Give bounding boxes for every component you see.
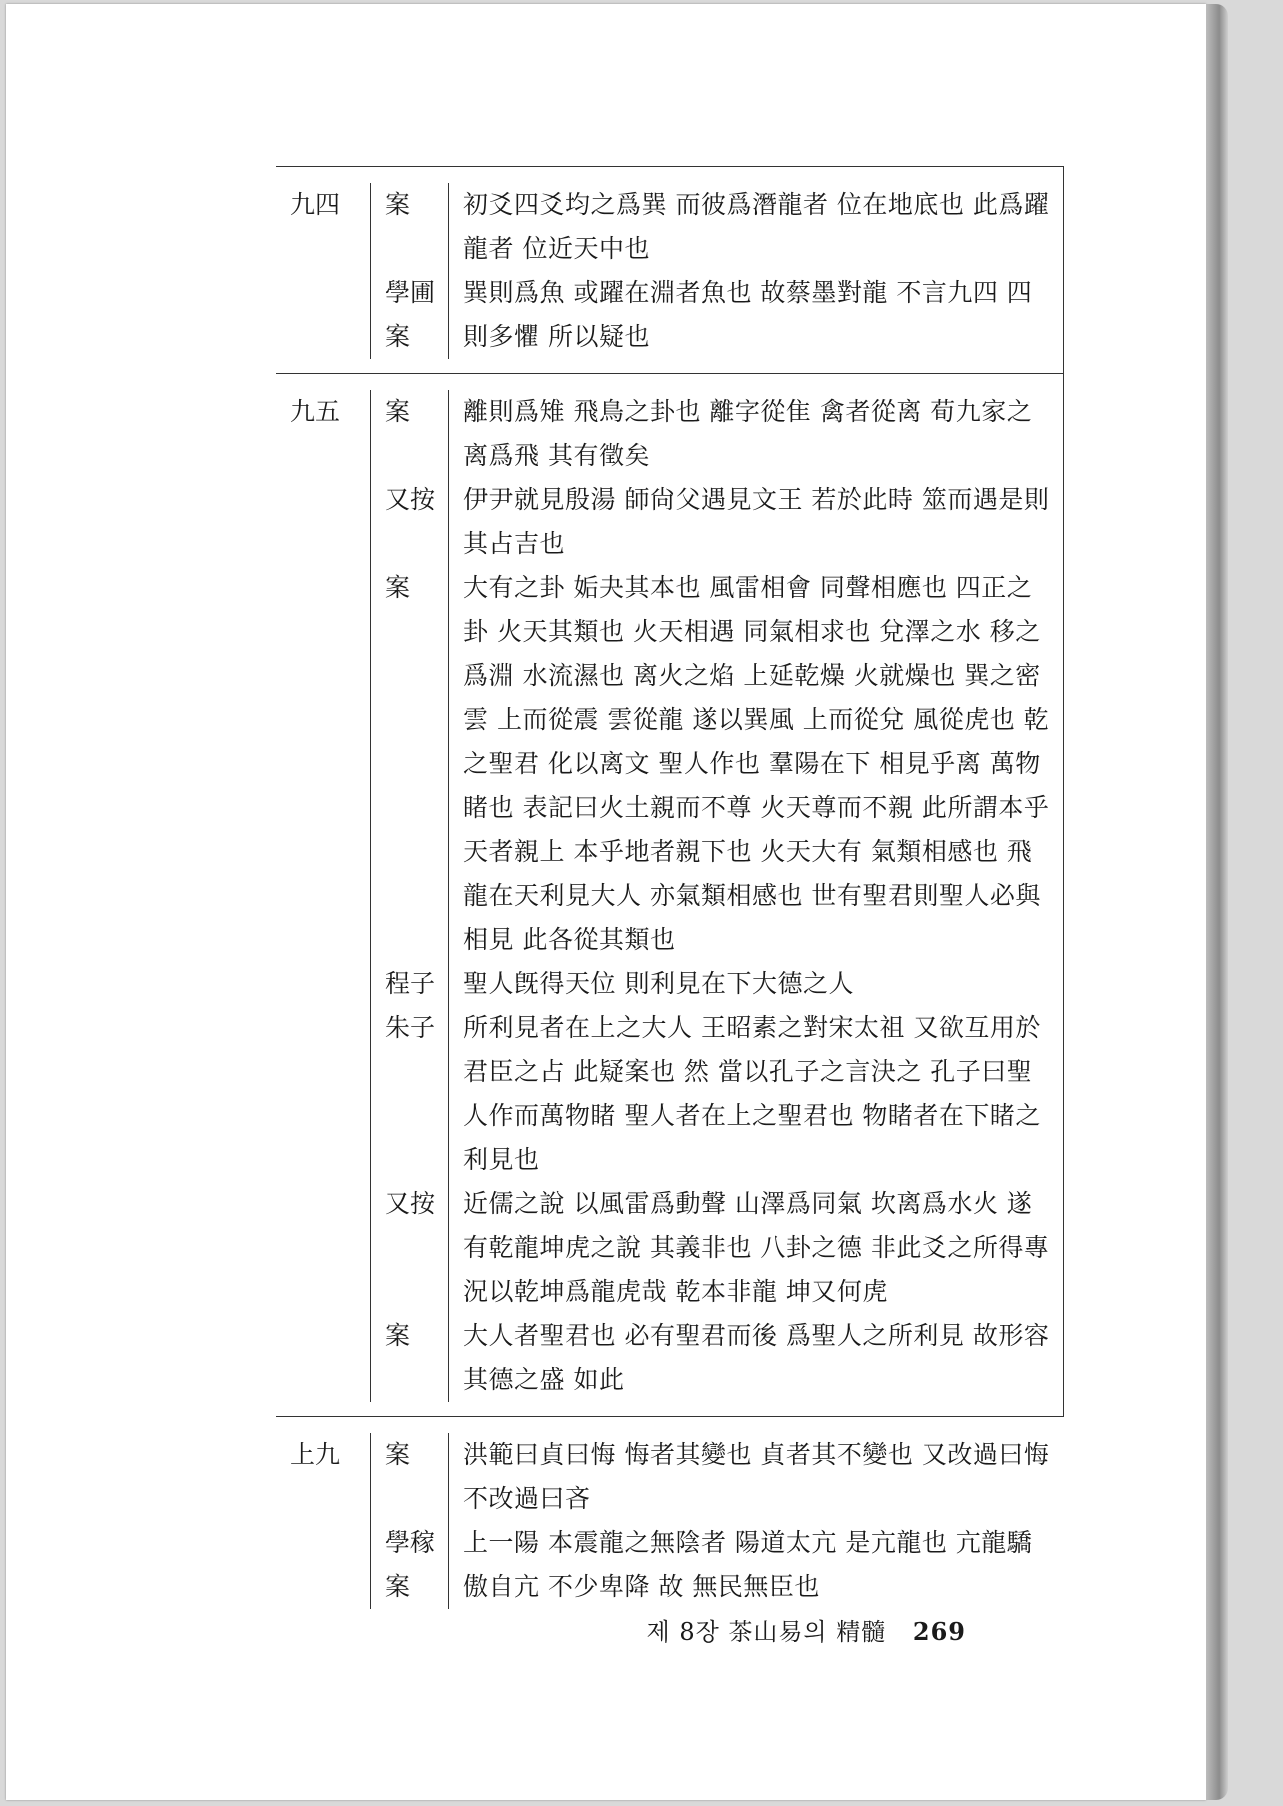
entry-label: 案	[370, 183, 448, 271]
entry	[370, 390, 1055, 478]
page-curl-edge	[1206, 4, 1228, 1800]
entry-text: 離則爲雉 飛鳥之卦也 離字從隹 禽者從离 荀九家之离爲飛 其有徵矣	[448, 390, 1055, 478]
entry-label: 朱子	[370, 1006, 448, 1182]
entry-text: 上一陽 本震龍之無陰者 陽道太亢 是亢龍也 亢龍驕傲自亢 不少卑降 故 無民無臣也	[448, 1521, 1056, 1609]
section-row	[276, 374, 1064, 1417]
entry	[370, 962, 1055, 1006]
entry-label: 學圃 案	[370, 271, 448, 359]
entry	[370, 1182, 1055, 1314]
section-row	[276, 1417, 1064, 1610]
entry-label: 又按	[370, 1182, 448, 1314]
entry-label: 案	[370, 1433, 448, 1521]
book-page	[6, 4, 1206, 1800]
entry-text: 所利見者在上之大人 王昭素之對宋太祖 又欲互用於君臣之占 此疑案也 然 當以孔子之言決之 孔子曰聖人作而萬物睹 聖人者在上之聖君也 物睹者在下睹之利見也	[448, 1006, 1055, 1182]
entry-label: 案	[370, 390, 448, 478]
page-footer	[647, 1612, 966, 1647]
entry-text: 伊尹就見殷湯 師尙父遇見文王 若於此時 筮而遇是則其占吉也	[448, 478, 1055, 566]
entry-label: 學稼 案	[370, 1521, 448, 1609]
entry-text: 巽則爲魚 或躍在淵者魚也 故蔡墨對龍 不言九四 四則多懼 所以疑也	[448, 271, 1055, 359]
commentary-table	[276, 166, 1064, 1609]
entry-label: 又按	[370, 478, 448, 566]
section-row	[276, 167, 1064, 374]
entry-text: 聖人旣得天位 則利見在下大德之人	[448, 962, 1055, 1006]
entry	[370, 1521, 1056, 1609]
entry-text: 大人者聖君也 必有聖君而後 爲聖人之所利見 故形容其德之盛 如此	[448, 1314, 1055, 1402]
chapter-label: 제 8장	[646, 1618, 720, 1646]
page-number: 269	[912, 1617, 966, 1646]
entry	[370, 1433, 1056, 1521]
entry-text: 近儒之說 以風雷爲動聲 山澤爲同氣 坎离爲水火 遂有乾龍坤虎之說 其義非也 八卦之德 非此爻之所得專 況以乾坤爲龍虎哉 乾本非龍 坤又何虎	[448, 1182, 1055, 1314]
entry-label: 程子	[370, 962, 448, 1006]
entry-text: 初爻四爻均之爲巽 而彼爲潛龍者 位在地底也 此爲躍龍者 位近天中也	[448, 183, 1055, 271]
entry	[370, 271, 1055, 359]
entry	[370, 1006, 1055, 1182]
section-label: 上九	[290, 1440, 341, 1469]
entry-label: 案	[370, 1314, 448, 1402]
chapter-title: 茶山易의 精髓	[728, 1618, 887, 1646]
entry	[370, 183, 1055, 271]
entry	[370, 1314, 1055, 1402]
section-label: 九四	[290, 190, 341, 219]
section-label: 九五	[290, 397, 341, 426]
entry-label: 案	[370, 566, 448, 962]
entry	[370, 566, 1055, 962]
entry-text: 洪範曰貞曰悔 悔者其變也 貞者其不變也 又改過曰悔 不改過曰吝	[448, 1433, 1056, 1521]
entry-text: 大有之卦 姤夬其本也 風雷相會 同聲相應也 四正之卦 火天其類也 火天相遇 同氣相求也 兌澤之水 移之爲淵 水流濕也 离火之焰 上延乾燥 火就燥也 巽之密雲 上而從震 雲從龍 遂以巽風 上而從兌 風從虎也 乾之聖君 化以离文 聖人作也 羣陽在下 相見乎离 萬物睹也 表記曰火土親而不尊 火天尊而不親 此所謂本乎天者親上 本乎地者親下也 火天大有 氣類相感也 飛龍在天利見大人 亦氣類相感也 世有聖君則聖人必與相見 此各從其類也	[448, 566, 1055, 962]
entry	[370, 478, 1055, 566]
